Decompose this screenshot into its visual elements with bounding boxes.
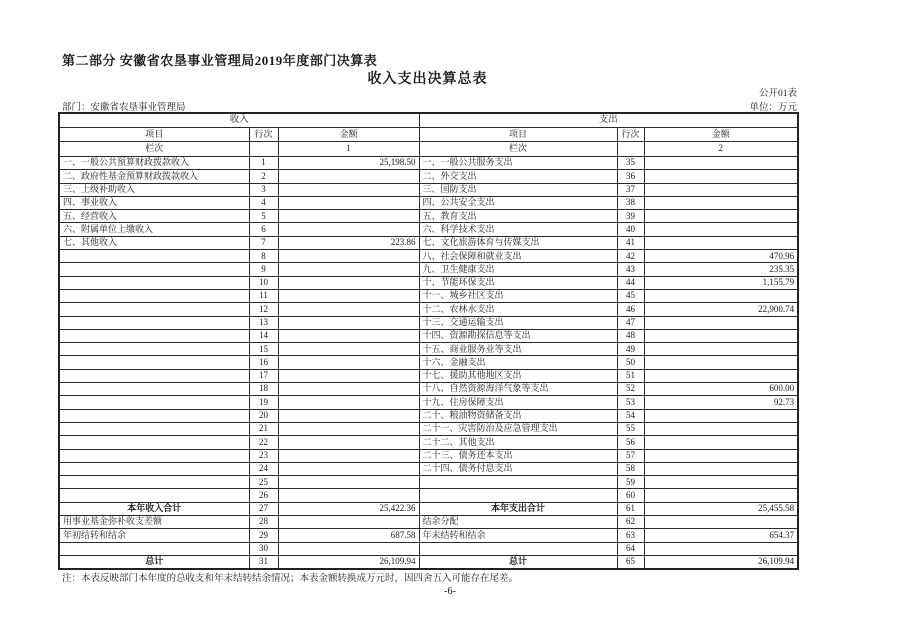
income-line-cell: 19: [249, 396, 278, 409]
income-amount-cell: [278, 409, 419, 422]
income-item-cell: 本年收入合计: [59, 502, 249, 515]
income-amount-cell: [278, 223, 419, 236]
income-amount-cell: [278, 383, 419, 396]
expense-amount-cell: 235.35: [644, 263, 798, 276]
income-amount-cell: [278, 542, 419, 555]
expense-amount-cell: [644, 356, 798, 369]
expense-item-cell: 十八、自然资源海洋气象等支出: [419, 383, 617, 396]
expense-line-cell: 56: [617, 436, 644, 449]
income-item-cell: 一、一般公共预算财政拨款收入: [59, 157, 249, 170]
table-row: [59, 289, 798, 302]
expense-amount-cell: 22,900.74: [644, 303, 798, 316]
table-row: [59, 489, 798, 502]
income-item-cell: 五、经营收入: [59, 210, 249, 223]
expense-item-cell: 总计: [419, 555, 617, 569]
expense-item-cell: 十七、援助其他地区支出: [419, 369, 617, 382]
expense-amount-cell: [644, 196, 798, 209]
expense-item-cell: 十一、城乡社区支出: [419, 289, 617, 302]
expense-item-cell: 十九、住房保障支出: [419, 396, 617, 409]
expense-amount-cell: [644, 516, 798, 529]
income-amount-cell: [278, 263, 419, 276]
expense-item-cell: 二、外交支出: [419, 170, 617, 183]
table-row: [59, 183, 798, 196]
table-section-header-row: [59, 113, 798, 128]
expense-line-cell: 37: [617, 183, 644, 196]
income-line-cell: 1: [249, 157, 278, 170]
income-amount-cell: [278, 449, 419, 462]
expense-item-cell: 本年支出合计: [419, 502, 617, 515]
expense-line-cell: 49: [617, 343, 644, 356]
income-line-cell: 20: [249, 409, 278, 422]
expense-index-label: 栏次: [419, 142, 617, 157]
income-index-line-cell: [249, 142, 278, 157]
table-row: [59, 396, 798, 409]
table-column-header-row: [59, 128, 798, 142]
expense-amount-cell: [644, 462, 798, 475]
income-item-cell: 四、事业收入: [59, 196, 249, 209]
expense-item-cell: 二十四、债务付息支出: [419, 462, 617, 475]
expense-amount-header: 金额: [644, 128, 798, 142]
table-row: [59, 516, 798, 529]
expense-item-cell: 八、社会保障和就业支出: [419, 250, 617, 263]
income-amount-cell: 26,109.94: [278, 555, 419, 569]
income-line-header: 行次: [249, 128, 278, 142]
income-item-cell: 六、附属单位上缴收入: [59, 223, 249, 236]
income-amount-cell: [278, 303, 419, 316]
table-row: [59, 236, 798, 249]
expense-amount-cell: [644, 369, 798, 382]
form-code-label: 公开01表: [758, 89, 797, 99]
income-item-cell: [59, 436, 249, 449]
footnote: 注：本表反映部门本年度的总收支和年末结转结余情况；本表金额转换成万元时，因四舍五入可能存在尾差。: [62, 574, 519, 584]
expense-amount-cell: [644, 210, 798, 223]
income-item-cell: [59, 289, 249, 302]
income-item-cell: 七、其他收入: [59, 236, 249, 249]
expense-item-cell: 九、卫生健康支出: [419, 263, 617, 276]
expense-line-cell: 54: [617, 409, 644, 422]
department-label: 部门：安徽省农垦事业管理局: [62, 103, 186, 113]
income-line-cell: 18: [249, 383, 278, 396]
expense-line-cell: 61: [617, 502, 644, 515]
expense-amount-cell: [644, 329, 798, 342]
income-line-cell: 29: [249, 529, 278, 542]
expense-line-cell: 40: [617, 223, 644, 236]
income-amount-cell: 25,198.50: [278, 157, 419, 170]
expense-amount-cell: [644, 449, 798, 462]
expense-amount-cell: [644, 409, 798, 422]
expense-amount-cell: [644, 436, 798, 449]
income-item-cell: [59, 316, 249, 329]
income-item-header: 项目: [59, 128, 249, 142]
expense-item-cell: 结余分配: [419, 516, 617, 529]
income-section-header: 收入: [59, 113, 419, 128]
income-line-cell: 9: [249, 263, 278, 276]
expense-line-cell: 46: [617, 303, 644, 316]
expense-index-number: 2: [644, 142, 798, 157]
expense-line-cell: 57: [617, 449, 644, 462]
table-row: [59, 303, 798, 316]
expense-item-cell: 一、一般公共服务支出: [419, 157, 617, 170]
income-item-cell: 三、上级补助收入: [59, 183, 249, 196]
income-line-cell: 4: [249, 196, 278, 209]
income-line-cell: 3: [249, 183, 278, 196]
expense-line-cell: 36: [617, 170, 644, 183]
expense-line-cell: 42: [617, 250, 644, 263]
income-line-cell: 26: [249, 489, 278, 502]
expense-item-cell: 四、公共安全支出: [419, 196, 617, 209]
income-amount-cell: [278, 369, 419, 382]
expense-item-cell: 六、科学技术支出: [419, 223, 617, 236]
income-item-cell: [59, 383, 249, 396]
expense-line-cell: 63: [617, 529, 644, 542]
table-row: [59, 422, 798, 435]
income-amount-header: 金额: [278, 128, 419, 142]
table-row: [59, 263, 798, 276]
expense-line-cell: 51: [617, 369, 644, 382]
expense-amount-cell: [644, 157, 798, 170]
table-row: [59, 449, 798, 462]
expense-line-cell: 55: [617, 422, 644, 435]
income-item-cell: 用事业基金弥补收支差额: [59, 516, 249, 529]
table-row: [59, 409, 798, 422]
income-line-cell: 2: [249, 170, 278, 183]
income-line-cell: 7: [249, 236, 278, 249]
income-index-number: 1: [278, 142, 419, 157]
income-amount-cell: [278, 316, 419, 329]
income-amount-cell: [278, 170, 419, 183]
expense-section-header: 支出: [419, 113, 798, 128]
section-title: 第二部分 安徽省农垦事业管理局2019年度部门决算表: [62, 53, 378, 68]
table-row: [59, 476, 798, 489]
income-item-cell: [59, 396, 249, 409]
expense-line-cell: 35: [617, 157, 644, 170]
income-amount-cell: [278, 183, 419, 196]
expense-item-cell: [419, 489, 617, 502]
table-row: [59, 542, 798, 555]
income-line-cell: 17: [249, 369, 278, 382]
income-item-cell: 年初结转和结余: [59, 529, 249, 542]
income-item-cell: [59, 489, 249, 502]
income-line-cell: 28: [249, 516, 278, 529]
income-amount-cell: [278, 489, 419, 502]
income-item-cell: [59, 303, 249, 316]
income-line-cell: 24: [249, 462, 278, 475]
table-row: [59, 223, 798, 236]
income-item-cell: [59, 356, 249, 369]
income-amount-cell: [278, 436, 419, 449]
expense-item-cell: 七、文化旅游体育与传媒支出: [419, 236, 617, 249]
expense-item-cell: 年末结转和结余: [419, 529, 617, 542]
expense-line-cell: 41: [617, 236, 644, 249]
expense-line-cell: 47: [617, 316, 644, 329]
expense-amount-cell: [644, 343, 798, 356]
income-item-cell: [59, 369, 249, 382]
expense-line-cell: 45: [617, 289, 644, 302]
table-title: 收入支出决算总表: [367, 72, 488, 87]
expense-amount-cell: [644, 476, 798, 489]
expense-line-cell: 65: [617, 555, 644, 569]
income-amount-cell: [278, 343, 419, 356]
income-amount-cell: [278, 250, 419, 263]
income-line-cell: 8: [249, 250, 278, 263]
income-item-cell: [59, 250, 249, 263]
income-line-cell: 25: [249, 476, 278, 489]
expense-line-cell: 48: [617, 329, 644, 342]
income-amount-cell: [278, 289, 419, 302]
table-row: [59, 210, 798, 223]
income-amount-cell: [278, 276, 419, 289]
expense-item-cell: 五、教育支出: [419, 210, 617, 223]
income-amount-cell: 223.86: [278, 236, 419, 249]
expense-amount-cell: 470.96: [644, 250, 798, 263]
income-line-cell: 6: [249, 223, 278, 236]
expense-item-cell: 十、节能环保支出: [419, 276, 617, 289]
income-line-cell: 13: [249, 316, 278, 329]
income-line-cell: 11: [249, 289, 278, 302]
expense-amount-cell: 25,455.58: [644, 502, 798, 515]
expense-line-cell: 59: [617, 476, 644, 489]
expense-item-cell: 二十二、其他支出: [419, 436, 617, 449]
expense-item-cell: 十四、资源勘探信息等支出: [419, 329, 617, 342]
expense-line-cell: 62: [617, 516, 644, 529]
income-line-cell: 5: [249, 210, 278, 223]
table-row: [59, 383, 798, 396]
table-row: [59, 276, 798, 289]
expense-item-cell: 十五、商业服务业等支出: [419, 343, 617, 356]
income-line-cell: 21: [249, 422, 278, 435]
income-item-cell: [59, 542, 249, 555]
income-index-label: 栏次: [59, 142, 249, 157]
table-body: [59, 157, 798, 570]
table-row: [59, 502, 798, 515]
expense-item-cell: 二十、粮油物资储备支出: [419, 409, 617, 422]
expense-item-cell: 十六、金融支出: [419, 356, 617, 369]
income-item-cell: 总计: [59, 555, 249, 569]
income-item-cell: [59, 422, 249, 435]
income-amount-cell: 25,422.36: [278, 502, 419, 515]
expense-item-cell: 十二、农林水支出: [419, 303, 617, 316]
income-line-cell: 10: [249, 276, 278, 289]
income-item-cell: [59, 263, 249, 276]
expense-line-cell: 60: [617, 489, 644, 502]
table-row: [59, 316, 798, 329]
income-item-cell: [59, 409, 249, 422]
expense-amount-cell: [644, 183, 798, 196]
expense-item-cell: [419, 476, 617, 489]
income-item-cell: [59, 462, 249, 475]
table-row: [59, 529, 798, 542]
income-line-cell: 27: [249, 502, 278, 515]
expense-amount-cell: 92.73: [644, 396, 798, 409]
table-row: [59, 555, 798, 569]
expense-amount-cell: [644, 422, 798, 435]
unit-label: 单位：万元: [749, 103, 797, 113]
table-row: [59, 250, 798, 263]
income-line-cell: 23: [249, 449, 278, 462]
expense-line-cell: 38: [617, 196, 644, 209]
expense-line-cell: 64: [617, 542, 644, 555]
expense-amount-cell: [644, 236, 798, 249]
expense-item-cell: 十三、交通运输支出: [419, 316, 617, 329]
table-row: [59, 329, 798, 342]
expense-item-header: 项目: [419, 128, 617, 142]
income-line-cell: 14: [249, 329, 278, 342]
table-row: [59, 356, 798, 369]
income-item-cell: [59, 449, 249, 462]
table-row: [59, 462, 798, 475]
expense-amount-cell: 600.00: [644, 383, 798, 396]
income-line-cell: 16: [249, 356, 278, 369]
income-amount-cell: [278, 462, 419, 475]
expense-item-cell: 三、国防支出: [419, 183, 617, 196]
expense-line-cell: 39: [617, 210, 644, 223]
expense-line-cell: 50: [617, 356, 644, 369]
expense-amount-cell: 1,155.79: [644, 276, 798, 289]
expense-amount-cell: [644, 170, 798, 183]
expense-line-cell: 58: [617, 462, 644, 475]
income-line-cell: 30: [249, 542, 278, 555]
income-item-cell: [59, 276, 249, 289]
income-expense-summary-table: [58, 112, 799, 570]
income-amount-cell: [278, 422, 419, 435]
expense-amount-cell: 654.37: [644, 529, 798, 542]
expense-amount-cell: [644, 289, 798, 302]
expense-line-cell: 52: [617, 383, 644, 396]
expense-amount-cell: [644, 542, 798, 555]
expense-line-cell: 53: [617, 396, 644, 409]
expense-amount-cell: [644, 223, 798, 236]
table-column-index-row: [59, 142, 798, 157]
expense-line-cell: 43: [617, 263, 644, 276]
table-row: [59, 369, 798, 382]
income-item-cell: [59, 476, 249, 489]
expense-item-cell: 二十三、债务还本支出: [419, 449, 617, 462]
income-amount-cell: [278, 476, 419, 489]
income-amount-cell: [278, 196, 419, 209]
expense-index-line-cell: [617, 142, 644, 157]
table-row: [59, 170, 798, 183]
income-item-cell: 二、政府性基金预算财政拨款收入: [59, 170, 249, 183]
income-amount-cell: [278, 329, 419, 342]
income-amount-cell: [278, 396, 419, 409]
table-row: [59, 343, 798, 356]
income-amount-cell: [278, 210, 419, 223]
expense-amount-cell: 26,109.94: [644, 555, 798, 569]
income-line-cell: 22: [249, 436, 278, 449]
expense-line-cell: 44: [617, 276, 644, 289]
table-row: [59, 436, 798, 449]
expense-item-cell: [419, 542, 617, 555]
income-line-cell: 12: [249, 303, 278, 316]
expense-amount-cell: [644, 316, 798, 329]
income-item-cell: [59, 329, 249, 342]
page-number: -6-: [444, 586, 456, 597]
income-line-cell: 15: [249, 343, 278, 356]
expense-item-cell: 二十一、灾害防治及应急管理支出: [419, 422, 617, 435]
income-amount-cell: 687.58: [278, 529, 419, 542]
expense-line-header: 行次: [617, 128, 644, 142]
expense-amount-cell: [644, 489, 798, 502]
table-row: [59, 157, 798, 170]
income-line-cell: 31: [249, 555, 278, 569]
income-amount-cell: [278, 356, 419, 369]
income-item-cell: [59, 343, 249, 356]
table-row: [59, 196, 798, 209]
income-amount-cell: [278, 516, 419, 529]
